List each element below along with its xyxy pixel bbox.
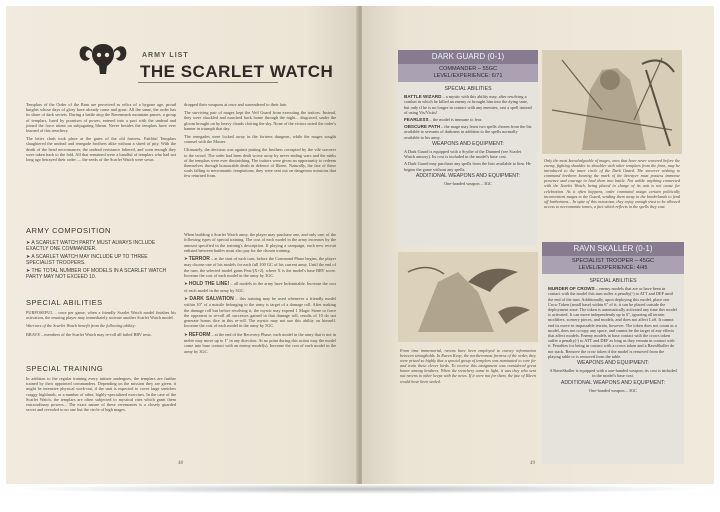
weapons-heading: WEAPONS AND EQUIPMENT: (432, 140, 504, 147)
right-page (362, 6, 714, 484)
weapons-text: A Dark Guard is equipped with a Scythe of the Damned (see Scarlet Watch armory). Its cost is included in the model's base cost. (404, 149, 522, 160)
additional-text: One-handed weapon – 3GC (589, 387, 637, 393)
intro-paragraph: dropped their weapons at once and surrendered to their fate. (184, 102, 288, 107)
card-body (398, 82, 538, 189)
ram-skull-icon (78, 36, 128, 78)
ability: BATTLE WIZARD – a mystic with this ability may, after resolving a combat in which he killed an enemy or brought him into the dying state, but only if he is no longer in contact with any enemies, cast a spell instead of using Vis/Victis! (404, 94, 532, 115)
raven-illustration (398, 252, 538, 342)
ability: OBSCURE PATH – the mage may learn two spells chosen from the list available to servants of darkness in addition to the spells normally available to his army. (404, 124, 532, 140)
weapons-text: A RavnSkaller is equipped with a one-handed weapon; its cost is included in the model's base cost. (549, 368, 677, 379)
army-composition-heading: ARMY COMPOSITION (26, 226, 111, 235)
intro-column-2 (184, 102, 336, 182)
weapons-heading: WEAPONS AND EQUIPMENT: (577, 360, 649, 367)
card-rank: COMMANDER – 55GC LEVEL/EXPERIENCE: 6/71 (398, 64, 538, 82)
title-divider (138, 82, 278, 83)
training-dark-salvation: ➤ DARK SALVATION – this training may be used whenever a friendly model within 10" of a missile belonging to the army is target of a damage roll. After making the damage roll but before resolving it, the mystic may expend 1 Magic Stone to force the opponent to re-roll all successes gained in that damage roll, results of 10 do not generate bonus dice in this re-roll. The mystic may not use this ability on himself. Increase the cost of each model in the army by 5GC. (184, 295, 336, 329)
page-number-left: 48 (178, 461, 183, 466)
special-training-heading: SPECIAL TRAINING (26, 364, 104, 373)
abilities-heading: SPECIAL ABILITIES (589, 278, 637, 284)
dark-guard-caption: Only the most knowledgeable of mages, ones that have never wavered before the enemy, fighting shoulder to shoulder with other templars from the front, may be introduced to the inner circle of the Dark Guard. The sorcerer wishing to command brethren bearing the mark of the betrayer must possess immense presence and courage to lead them into battle. Not unlike anything connected with the Scarlet Watch, being placed in charge of its unit is not cause for celebration. As it often happens, order command assign certain politically inconvenient mages to the Guard, sending them away to the borderlands to fend off barbarians... In spite of this ostracism, they enjoy enough trust to be allowed access to necromantic tomes, a fact which reflects in the spells they cast. (544, 158, 680, 209)
special-abilities-text (26, 310, 176, 340)
list-item: ➤ A SCARLET WATCH MAY INCLUDE UP TO THREE SPECIALIST TROOPERS. (26, 254, 148, 266)
intro-column-1 (26, 102, 176, 165)
ability: MURDER OF CROWS – enemy models that are or have been in contact with the model this turn suffer a penalty(-) to ATT and DEF until the end of the turn. Additionally, upon deploying this model, place one Crow Token (small base) within 6" of it; it can be placed outside the deployment zone. The token is automatically activated any time this model is activated. It can move independently up to 6", ignoring all terrain modifiers, scenery pieces, and models, and does not affect LoS. It cannot end its move in impassable terrain, however. The token does not count as a model, does not occupy any space, and cannot be the target of any effects that affect models. Enemy models in base contact with the crows token suffer a penalty(-) to ATT and DEF as long as they remain in contact with it. Penalties for being in contact with a crows token and a RavnSkaller do not stack. Remove the crow token if the model is removed from the playing table or is removed from the table. (548, 286, 677, 359)
intro-paragraph: The letter clash took place at the gates of the old fortress. Faithful Templars slaughtered the undead and renegade brothers alike without a shred of pity. With the death of the head necromancer, the undead resistance faltered, and soon enough they were taken back to the fold. All that remained were a handful of templars who had not long ago betrayed their order — the seeds of the Scarlet Watch were sown. (26, 136, 176, 163)
army-list-label: ARMY LIST (142, 52, 189, 59)
book-shadow (10, 484, 710, 494)
dark-guard-illustration (542, 50, 682, 154)
special-training-text: In addition to the regular training every initiate undergoes, the templars are further trained by their appointed commanders. Depending on the mission they are given, it might be intensive physical work-out, if the unit is expected to cover large stretches craggy highlands, or a number of other, highly-specialized exercises. In the case of the Scarlet Watch, the templars are often subjected to mystical rites which grant them extraordinary powers... The exact nature of these ceremonies is a closely guarded secret and revealed to no one but the circle of high mages. (26, 376, 176, 413)
additional-heading: ADDITIONAL WEAPONS AND EQUIPMENT: (560, 379, 666, 386)
training-hold-the-line: ➤ HOLD THE LINE! – all models in the army have Indomitable. Increase the cost of each model in the army by 3GC. (184, 281, 336, 293)
additional-text: One-handed weapon – 3GC (444, 181, 492, 187)
training-rules (184, 232, 336, 357)
army-composition-list (26, 240, 176, 282)
intro-paragraph: Ultimately, the decision was against putting the brothers corrupted by the vile sorcerer to the sword. The order had been dealt worse away by never ending wars and the ranks of the templars were ever diminishing. The traitors were given an opportunity to redeem themselves through honourable death in defence of Ilkeen. Naturally, the fate of these souls falling to necromantic temptations, they were sent out on dangerous missions that few returned from. (184, 147, 336, 179)
raven-caption: From time immemorial, ravens have been employed to convey information between strongholds. In Raven Keep, the northernmost fortress of the order, they were prized so highly that a special group of templars was nominated to care for and train these clever birds. To receive this assignment was considered great honor among brothers. When the treachery came to light, it was they who sent out ravens to other keeps with the news. If it were not for them, the fate of Ilkeen would have been sealed. (400, 348, 536, 384)
special-abilities-heading: SPECIAL ABILITIES (26, 298, 103, 307)
ravn-skaller-card (542, 242, 684, 464)
intro-paragraph: The renegades were locked away in the fortress dungeon, while the mages sought counsel with the Master. (184, 134, 336, 145)
warriors-note: Warriors of the Scarlet Watch benefit from the following ability: (26, 323, 136, 329)
card-title: RAVN SKALLER (0-1) (542, 242, 684, 256)
additional-heading: ADDITIONAL WEAPONS AND EQUIPMENT: (415, 172, 521, 179)
training-intro: When building a Scarlet Watch army, the player may purchase one, and only one, of the following types of special training. The cost of each model in the army increases by the amount specified in the training's description. If playing a campaign, each new recruit enlisted between battles must also pay for the chosen training. (184, 232, 336, 253)
page-title: THE SCARLET WATCH (140, 62, 334, 81)
card-body (542, 274, 684, 396)
purposeful-ability: PURPOSEFUL – once per game, when a friendly Scarlet Watch model finishes his activation, the ensuing player may immediately activate another Scarlet Watch model. (26, 310, 176, 321)
page-number-right: 49 (530, 461, 535, 466)
weapons-text: A Dark Guard may purchase any spells from the lists available to him. He begins the game without any spells. (404, 161, 531, 172)
abilities-heading: SPECIAL ABILITIES (444, 86, 492, 92)
training-reform: ➤ REFORM – at the end of the Recovery Phase, each model in the army that is not in melee may move up to 1" in any direction. At no point during this action may the model come into base contact with an enemy model(s). Increase the cost of each model in the army by 3GC. (184, 331, 336, 354)
list-item: ➤ A SCARLET WATCH PARTY MUST ALWAYS INCLUDE EXACTLY ONE COMMANDER. (26, 240, 156, 252)
ability: FEARLESS – the model is immune to fear. (404, 117, 482, 123)
intro-paragraph: The surviving pair of mages kept the Veil Guard from executing the traitors. Instead, they were shackled and marched back home through the night... disgraced, under the gloom brought on by heavy clouds clotting the sky. None of the victors noted the order's banner in triumph that day. (184, 110, 336, 131)
open-book (6, 6, 714, 484)
left-page (6, 6, 358, 484)
intro-paragraph: Templars of the Order of the Ram are perceived as relics of a bygone age, proud knights whose days of glory have already come and gone. All the same, the order has its share of dark secrets. During a battle atop the Ravenmark mountain passes, a group of templars, lured by promises of power, entered into a pact with the undead and joined the force intent on subjugating Ithean. Never besides the templars have ever learned of this treachery. (26, 102, 176, 134)
list-item: ➤ THE TOTAL NUMBER OF MODELS IN A SCARLET WATCH PARTY MAY NOT EXCEED 10. (26, 268, 167, 280)
card-title: DARK GUARD (0-1) (398, 50, 538, 64)
training-terror: ➤ TERROR – at the start of each turn, before the Command Phase begins, the player may choose one of his models for each full 100 GC of his current army. Until the end of the turn, the selected model gains Fear/(X+2), where X is the model's base BRV score. Increase the cost of each model in the army by 3GC. (184, 256, 337, 279)
card-rank: SPECIALIST TROOPER – 45GC LEVEL/EXPERIENCE: 4/45 (542, 256, 684, 274)
brave-ability: BRAVE – members of the Scarlet Watch may re-roll all failed BRV tests. (26, 331, 152, 337)
dark-guard-card (398, 50, 538, 246)
